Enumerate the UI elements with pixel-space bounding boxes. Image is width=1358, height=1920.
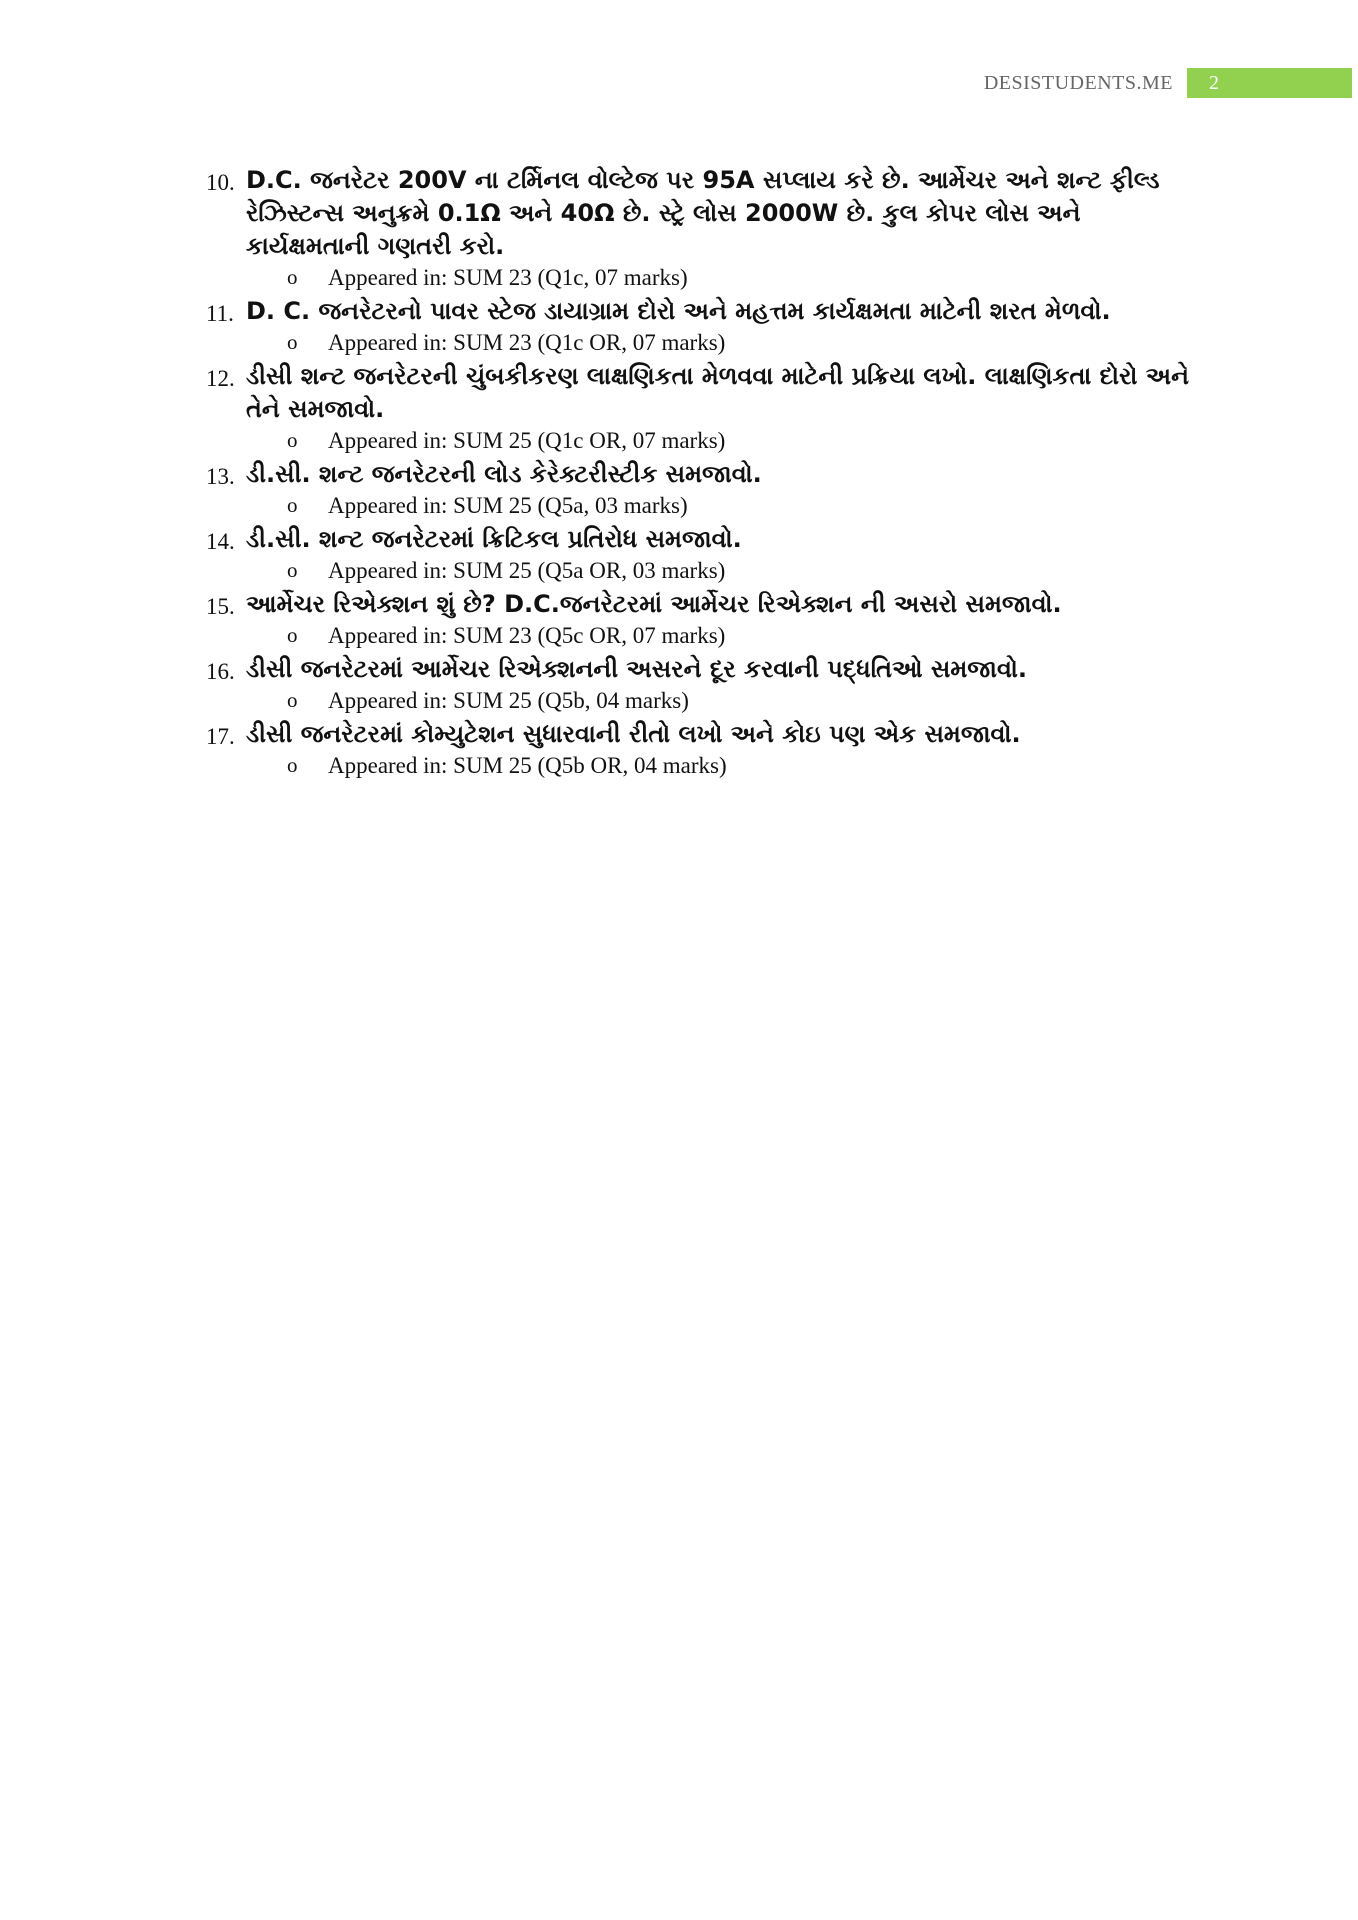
question-number: 12. (206, 366, 235, 391)
question-item (200, 523, 1200, 585)
question-number: 14. (206, 529, 235, 554)
page-number-badge: 2 (1187, 68, 1352, 98)
question-text: D. C. જનરેટરનો પાવર સ્ટેજ ડાયાગ્રામ દોરો અને મહત્તમ કાર્યક્ષમતા માટેની શરત મેળવો. (246, 297, 1111, 325)
question-number: 15. (206, 594, 235, 619)
appeared-in-note (246, 686, 1200, 715)
question-text: D.C. જનરેટર 200V ના ટર્મિનલ વોલ્ટેજ પર 95A સપ્લાય કરે છે. આર્મેચર અને શન્ટ ફીલ્ડ રેઝિસ્ટન્સ અનુક્રમે 0.1Ω અને 40Ω છે. સ્ટ્રે લોસ 2000W છે. કુલ કોપર લોસ અને કાર્યક્ષમતાની ગણતરી કરો. (246, 166, 1160, 260)
appeared-in-text: Appeared in: SUM 25 (Q1c OR, 07 marks) (328, 428, 726, 453)
page-header (984, 68, 1358, 98)
bullet-icon: o (287, 623, 298, 647)
bullet-icon: o (287, 688, 298, 712)
bullet-icon: o (287, 558, 298, 582)
question-number: 17. (206, 724, 235, 749)
question-item (200, 718, 1200, 780)
question-item (200, 458, 1200, 520)
appeared-in-text: Appeared in: SUM 25 (Q5b OR, 04 marks) (328, 753, 727, 778)
appeared-in-note (246, 621, 1200, 650)
question-text: ડી.સી. શન્ટ જનરેટરની લોડ કેરેક્ટરીસ્ટીક સમજાવો. (246, 460, 762, 488)
appeared-in-text: Appeared in: SUM 25 (Q5a, 03 marks) (328, 493, 688, 518)
appeared-in-text: Appeared in: SUM 23 (Q5c OR, 07 marks) (328, 623, 726, 648)
appeared-in-note (246, 751, 1200, 780)
question-item (200, 360, 1200, 455)
question-number: 11. (206, 301, 234, 326)
question-item (200, 588, 1200, 650)
question-item (200, 295, 1200, 357)
appeared-in-note (246, 426, 1200, 455)
appeared-in-text: Appeared in: SUM 23 (Q1c OR, 07 marks) (328, 330, 726, 355)
appeared-in-note (246, 263, 1200, 292)
question-text: આર્મેચર રિએક્શન શું છે? D.C.જનરેટરમાં આર્મેચર રિએક્શન ની અસરો સમજાવો. (246, 590, 1062, 618)
question-item (200, 653, 1200, 715)
bullet-icon: o (287, 428, 298, 452)
question-number: 10. (206, 170, 235, 195)
appeared-in-text: Appeared in: SUM 23 (Q1c, 07 marks) (328, 265, 688, 290)
site-name: DESISTUDENTS.ME (983, 72, 1173, 94)
question-number: 13. (206, 464, 235, 489)
bullet-icon: o (287, 330, 298, 354)
question-text: ડી.સી. શન્ટ જનરેટરમાં ક્રિટિકલ પ્રતિરોધ સમજાવો. (246, 525, 742, 553)
appeared-in-note (246, 328, 1200, 357)
question-number: 16. (206, 659, 235, 684)
appeared-in-note (246, 556, 1200, 585)
bullet-icon: o (287, 753, 298, 777)
question-text: ડીસી શન્ટ જનરેટરની ચુંબકીકરણ લાક્ષણિકતા મેળવવા માટેની પ્રક્રિયા લખો. લાક્ષણિકતા દોરો અને તેને સમજાવો. (246, 362, 1189, 423)
bullet-icon: o (287, 493, 298, 517)
appeared-in-text: Appeared in: SUM 25 (Q5a OR, 03 marks) (328, 558, 726, 583)
question-item (200, 164, 1200, 292)
appeared-in-text: Appeared in: SUM 25 (Q5b, 04 marks) (328, 688, 689, 713)
question-text: ડીસી જનરેટરમાં કોમ્યુટેશન સુધારવાની રીતો લખો અને કોઇ પણ એક સમજાવો. (246, 720, 1021, 748)
bullet-icon: o (287, 265, 298, 289)
appeared-in-note (246, 491, 1200, 520)
question-list (200, 164, 1200, 783)
question-text: ડીસી જનરેટરમાં આર્મેચર રિએક્શનની અસરને દૂર કરવાની પદ્ધતિઓ સમજાવો. (246, 655, 1028, 683)
